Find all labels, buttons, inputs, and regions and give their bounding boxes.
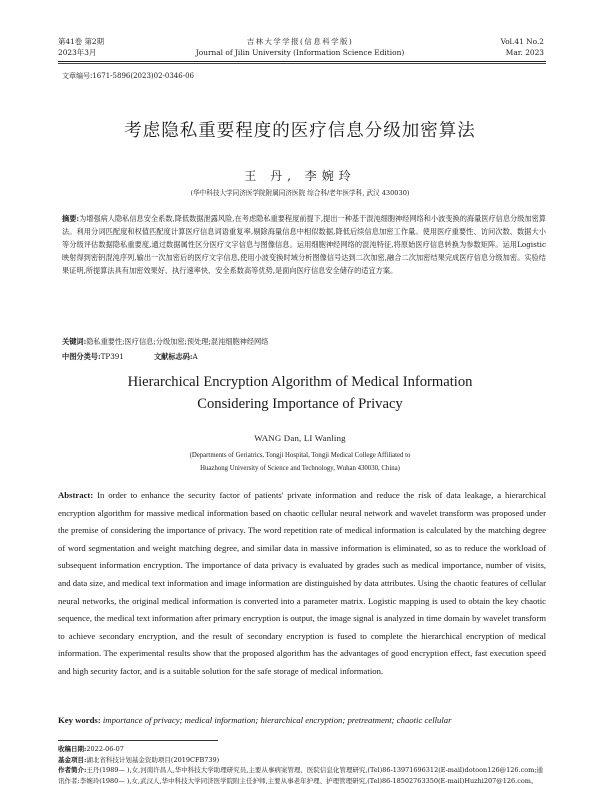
classification-cn (62, 350, 546, 363)
header-journal-cn: 吉林大学学报(信息科学版) (246, 37, 354, 46)
keywords-en (58, 712, 546, 730)
page-title-en-line2: Considering Importance of Privacy (197, 396, 403, 412)
footnote (58, 744, 546, 787)
article-number: 文章编号:1671-5896(2023)02-0346-06 (62, 72, 194, 80)
header-volume-cn: 第41卷 第2期 (58, 37, 105, 46)
affiliation-en-line1: (Departments of Geriatrics, Tongji Hospital, Tongji Medical College Affiliated to (189, 452, 411, 459)
received-value: 2022-06-07 (86, 745, 124, 753)
keywords-cn-label: 关键词: (62, 337, 87, 346)
keywords-en-label: Key words: (58, 715, 101, 725)
affiliation-cn: (华中科技大学同济医学院附属同济医院 综合科/老年医学科, 武汉 430030) (190, 189, 410, 197)
fund-label: 基金项目: (58, 755, 87, 764)
doc-code-label: 文献标志码: (153, 352, 193, 361)
header-date-en: Mar. 2023 (505, 48, 544, 57)
keywords-cn-text: 隐私重要性;医疗信息;分级加密;预处理;混沌细胞神经网络 (86, 337, 269, 346)
footnote-bio (58, 765, 546, 786)
fund-value: 湖北省科技计划基金资助项目(2019CFB739) (86, 755, 220, 764)
header-rule (58, 61, 546, 62)
abstract-cn-text: 为增强病人隐私信息安全系数,降低数据泄露风险,在考虑隐私重要程度前提下,提出一种基于混沌细胞神经网络和小波变换的海量医疗信息分级加密算法。利用分词匹配度和权值匹配度计算医疗信息词语重复率,剔除海量信息中相似数据,降低后续信息加密工作量。使用医疗重要性、访问次数、数据大小等分级评估数据隐私重要度,通过数据属性区分医疗文字信息与图像信息。运用细胞神经网络的混沌特征,将原始医疗信息转换为参数矩阵。运用Logistic映射得到密钥混沌序列,输出一次加密后的医疗文字信息,使用小波变换时域分析图像信号达到二次加密,融合二次加密结果完成医疗信息分级加密。实验结果证明,所提算法具有加密效果好、执行速率快、安全系数高等优势,是面向医疗信息安全储存的适宜方案。 (62, 214, 546, 276)
doc-code-value: A (192, 352, 198, 361)
abstract-en-text: In order to enhance the security factor of patients' private information and reduce the risk of data leakage, a hierarchical encryption algorithm for massive medical information based on chaotic cellular neural network and wavelet transform was proposed under the premise of considering the importance of privacy. The word repetition rate of medical information is calculated by the matching degree of word segmentation and weight matching degree, and similar data in massive information is eliminated, so as to reduce the workload of subsequent information encryption. The importance of data privacy is evaluated by grades such as medical importance, number of visits, and data size, and medical text information and image information are distinguished by data attributes. Using the chaotic features of cellular neural networks, the original medical information is converted into a parameter matrix. Logistic mapping is used to obtain the key chaotic sequence, the medical text information after primary encryption is output, the image signal is analyzed in time domain by wavelet transform to achieve secondary encryption, and the result of secondary encryption is fused to complete the hierarchical encryption of medical information. The experimental results show that the proposed algorithm has the advantages of good encryption effect, fast execution speed and high security factor, and is a suitable solution for the safe storage of medical information. (58, 490, 546, 676)
footnote-fund (58, 755, 546, 766)
keywords-cn (62, 335, 546, 348)
authors-en: WANG Dan, LI Wanling (254, 433, 346, 443)
footnote-received (58, 744, 546, 755)
footnote-rule (58, 740, 218, 741)
affiliation-en-line2: Huazhong University of Science and Technology, Wuhan 430030, China) (200, 465, 400, 472)
bio-value: 王丹(1989— ),女,河南许昌人,华中科技大学助理研究员,主要从事病案管理、医院信息化管理研究,(Tel)86-13971696312(E-mail)dotoon126@126.com;通讯作者:李婉玲(1980— ),女,武汉人,华中科技大学同济医学院附主任护师,主要从事老年护理、护理管理研究,(Tel)86-18502763350(E-mail)Huzhi207@126.com。 (58, 766, 544, 786)
abstract-cn-label: 摘要: (62, 214, 80, 223)
header-rule-thin (58, 63, 546, 64)
authors-cn: 王 丹, 李婉玲 (244, 169, 356, 183)
abstract-en-label: Abstract: (58, 490, 94, 500)
page-title-cn: 考虑隐私重要程度的医疗信息分级加密算法 (124, 121, 476, 141)
bio-label: 作者简介: (58, 766, 87, 775)
header-volume-en: Vol.41 No.2 (500, 37, 544, 46)
header-journal-en: Journal of Jilin University (Information Science Edition) (195, 48, 405, 57)
abstract-en (58, 487, 546, 681)
header-date-cn: 2023年3月 (58, 48, 97, 57)
clc-label: 中图分类号: (62, 352, 101, 361)
abstract-cn (62, 212, 546, 277)
keywords-en-text: importance of privacy; medical information; hierarchical encryption; pretreatment; chaotic cellular (102, 715, 452, 725)
received-label: 收稿日期: (58, 745, 87, 753)
clc-value: TP391 (100, 352, 124, 361)
page-title-en-line1: Hierarchical Encryption Algorithm of Medical Information (127, 374, 473, 390)
